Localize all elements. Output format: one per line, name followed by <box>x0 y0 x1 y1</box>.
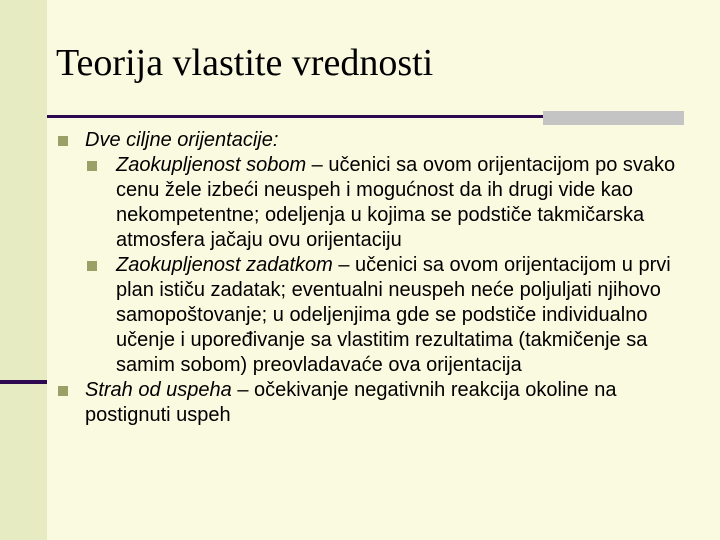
bullet-lead: Dve ciljne orijentacije: <box>85 129 279 151</box>
sub-bullet-text: – učenici sa ovom orijentacijom po svako cenu žele izbeći neuspeh i mogućnost da ih drugi vide kao nekompetentne; odeljenja u kojima se podstiče takmičarska atmosfera jačaju ovu orijentaciju <box>116 154 676 251</box>
sub-bullet-item <box>56 253 696 378</box>
slide-title: Teorija vlastite vrednosti <box>56 42 434 84</box>
sub-bullet-lead: Zaokupljenost zadatkom <box>116 254 333 276</box>
bullet-text: – očekivanje negativnih reakcija okoline na postignuti uspeh <box>85 379 617 426</box>
bullet-item <box>56 378 696 428</box>
side-band <box>0 0 47 540</box>
title-rule-accent <box>543 111 684 125</box>
sub-bullet-lead: Zaokupljenost sobom <box>116 154 307 176</box>
bullet-lead: Strah od uspeha <box>85 379 232 401</box>
square-bullet-icon <box>87 161 97 171</box>
sub-bullet-item <box>56 153 696 253</box>
square-bullet-icon <box>58 136 68 146</box>
square-bullet-icon <box>87 261 97 271</box>
sub-bullet-text: – učenici sa ovom orijentacijom u prvi plan ističu zadatak; eventualni neuspeh neće poljuljati njihovo samopoštovanje; u odeljenjima gde se podstiče individualno učenje i upoređivanje sa vlastitim rezultatima (takmičenje sa samim sobom) preovladavaće ova orijentacija <box>116 254 671 376</box>
title-rule <box>47 115 543 118</box>
side-accent-line <box>0 380 47 384</box>
square-bullet-icon <box>58 386 68 396</box>
slide-content <box>56 128 696 428</box>
bullet-item <box>56 128 696 153</box>
